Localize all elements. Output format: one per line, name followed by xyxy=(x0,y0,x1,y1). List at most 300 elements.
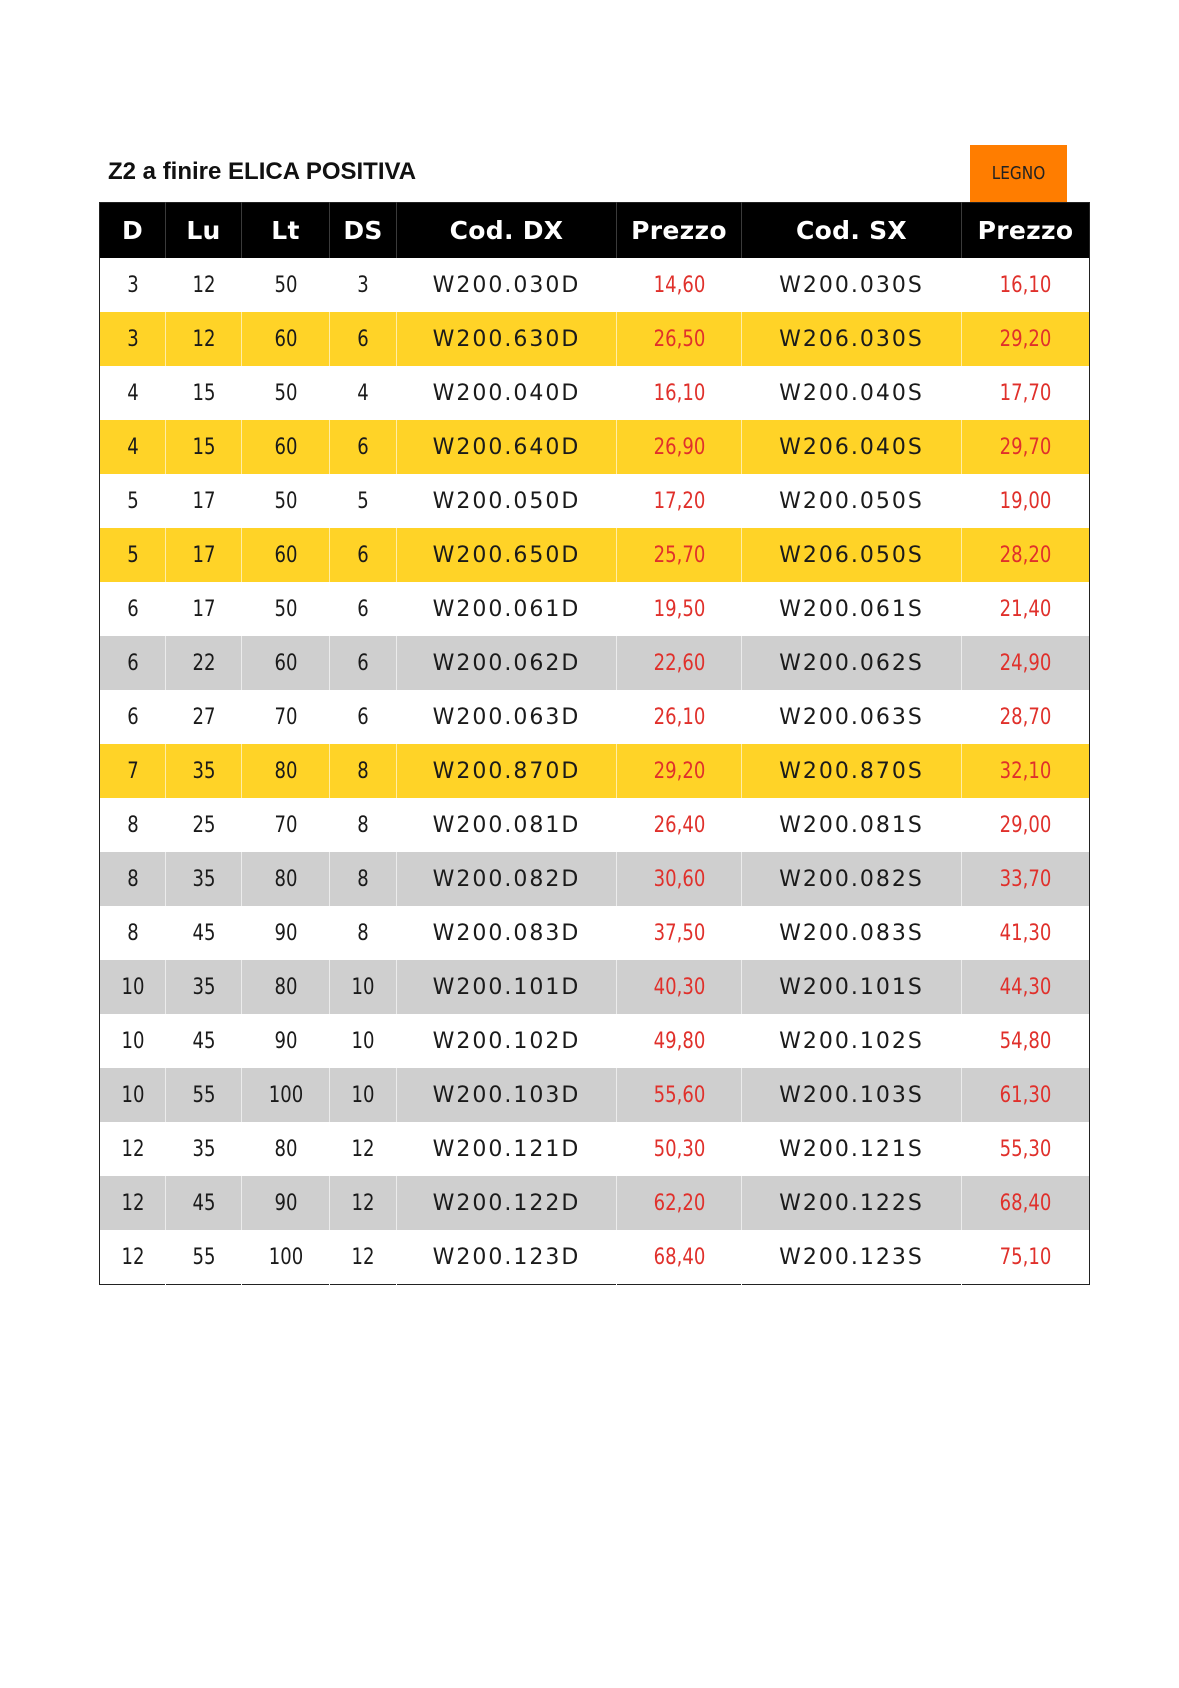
table-row xyxy=(100,420,1090,474)
cell-prezzo-dx xyxy=(617,1230,742,1285)
cell-d xyxy=(100,1176,166,1230)
cell-lt xyxy=(242,1122,330,1176)
cell-lt-text: 50 xyxy=(274,596,297,622)
cell-lt xyxy=(242,312,330,366)
cell-prezzo-dx xyxy=(617,798,742,852)
cell-cod-dx xyxy=(397,852,617,906)
cell-cod-sx xyxy=(742,1068,962,1122)
column-header-ds: DS xyxy=(330,203,397,259)
cell-ds xyxy=(330,366,397,420)
cell-prezzo-dx xyxy=(617,474,742,528)
cell-lt-text: 80 xyxy=(274,866,297,892)
cell-prezzo-sx xyxy=(962,798,1090,852)
cell-ds-text: 12 xyxy=(351,1190,375,1216)
cell-lt-text: 60 xyxy=(274,434,297,460)
cell-lt-text: 50 xyxy=(274,380,297,406)
cell-d-text: 6 xyxy=(126,650,139,676)
cell-prezzo-sx xyxy=(962,366,1090,420)
table-row xyxy=(100,366,1090,420)
cell-lu xyxy=(166,474,242,528)
cell-lt xyxy=(242,366,330,420)
cell-lt xyxy=(242,474,330,528)
cell-cod-dx-text: W200.030D xyxy=(432,272,581,298)
cell-lu xyxy=(166,852,242,906)
cell-ds xyxy=(330,852,397,906)
cell-ds-text: 8 xyxy=(357,866,369,892)
cell-lu xyxy=(166,798,242,852)
cell-d-text: 8 xyxy=(126,866,139,892)
cell-d-text: 10 xyxy=(121,1028,144,1054)
table-row xyxy=(100,528,1090,582)
cell-cod-dx-text: W200.050D xyxy=(432,488,581,514)
cell-lu xyxy=(166,582,242,636)
cell-cod-sx-text: W206.030S xyxy=(779,326,924,352)
cell-d-text: 12 xyxy=(121,1190,144,1216)
cell-cod-sx-text: W200.082S xyxy=(779,866,924,892)
table-header-row xyxy=(100,203,1090,259)
cell-cod-sx-text: W200.081S xyxy=(779,812,924,838)
column-header-d: D xyxy=(100,203,166,259)
cell-cod-sx-text: W200.101S xyxy=(779,974,924,1000)
cell-prezzo-sx-text: 21,40 xyxy=(999,596,1052,622)
cell-d xyxy=(100,906,166,960)
cell-cod-dx xyxy=(397,1014,617,1068)
cell-d xyxy=(100,582,166,636)
cell-d-text: 8 xyxy=(126,920,139,946)
table-row xyxy=(100,636,1090,690)
cell-prezzo-sx-text: 29,20 xyxy=(999,326,1052,352)
cell-lu-text: 17 xyxy=(192,488,215,514)
cell-d xyxy=(100,960,166,1014)
cell-ds xyxy=(330,960,397,1014)
cell-lt xyxy=(242,258,330,312)
cell-lu-text: 35 xyxy=(192,974,215,1000)
cell-cod-dx xyxy=(397,1230,617,1285)
cell-cod-sx-text: W200.123S xyxy=(779,1244,924,1270)
cell-prezzo-dx-text: 50,30 xyxy=(653,1136,705,1162)
cell-prezzo-sx-text: 44,30 xyxy=(999,974,1052,1000)
cell-lu xyxy=(166,744,242,798)
cell-cod-dx xyxy=(397,960,617,1014)
cell-lu xyxy=(166,258,242,312)
cell-ds xyxy=(330,1176,397,1230)
cell-lu-text: 45 xyxy=(192,1190,215,1216)
cell-prezzo-sx xyxy=(962,474,1090,528)
cell-prezzo-dx xyxy=(617,420,742,474)
cell-prezzo-sx xyxy=(962,420,1090,474)
cell-prezzo-dx-text: 62,20 xyxy=(653,1190,705,1216)
cell-cod-sx xyxy=(742,1230,962,1285)
cell-lt xyxy=(242,420,330,474)
cell-ds xyxy=(330,582,397,636)
cell-prezzo-sx-text: 55,30 xyxy=(999,1136,1052,1162)
cell-d-text: 12 xyxy=(121,1136,144,1162)
cell-d-text: 3 xyxy=(126,272,139,298)
cell-lu-text: 17 xyxy=(192,542,215,568)
table-row xyxy=(100,1014,1090,1068)
cell-ds xyxy=(330,636,397,690)
cell-cod-dx-text: W200.040D xyxy=(432,380,581,406)
cell-cod-sx xyxy=(742,960,962,1014)
cell-prezzo-sx xyxy=(962,1230,1090,1285)
cell-cod-dx xyxy=(397,528,617,582)
cell-ds xyxy=(330,312,397,366)
cell-prezzo-sx-text: 29,00 xyxy=(999,812,1052,838)
cell-cod-sx xyxy=(742,1176,962,1230)
cell-cod-dx xyxy=(397,636,617,690)
cell-prezzo-sx-text: 16,10 xyxy=(999,272,1052,298)
cell-d xyxy=(100,744,166,798)
cell-prezzo-dx-text: 25,70 xyxy=(653,542,705,568)
cell-ds xyxy=(330,1230,397,1285)
cell-lt-text: 70 xyxy=(274,704,297,730)
column-header-lt: Lt xyxy=(242,203,330,259)
cell-cod-dx xyxy=(397,1122,617,1176)
cell-prezzo-dx xyxy=(617,1176,742,1230)
cell-d-text: 4 xyxy=(126,380,139,406)
cell-d xyxy=(100,798,166,852)
cell-cod-dx xyxy=(397,1068,617,1122)
cell-cod-dx xyxy=(397,420,617,474)
cell-prezzo-dx xyxy=(617,636,742,690)
cell-prezzo-sx xyxy=(962,258,1090,312)
cell-prezzo-dx xyxy=(617,1014,742,1068)
cell-d-text: 5 xyxy=(126,488,139,514)
cell-cod-dx xyxy=(397,474,617,528)
table-row xyxy=(100,582,1090,636)
cell-cod-sx-text: W200.122S xyxy=(779,1190,924,1216)
cell-prezzo-dx xyxy=(617,1122,742,1176)
cell-d xyxy=(100,474,166,528)
cell-lu-text: 17 xyxy=(192,596,215,622)
cell-d-text: 6 xyxy=(126,596,139,622)
cell-lu xyxy=(166,960,242,1014)
table-row xyxy=(100,1230,1090,1285)
cell-lu xyxy=(166,312,242,366)
cell-cod-sx-text: W200.063S xyxy=(779,704,924,730)
cell-cod-dx-text: W200.630D xyxy=(432,326,581,352)
cell-cod-dx-text: W200.121D xyxy=(432,1136,581,1162)
cell-ds-text: 8 xyxy=(357,812,369,838)
cell-d-text: 5 xyxy=(126,542,139,568)
cell-prezzo-sx xyxy=(962,906,1090,960)
cell-lu xyxy=(166,1176,242,1230)
cell-ds xyxy=(330,1068,397,1122)
cell-lt xyxy=(242,1176,330,1230)
cell-d xyxy=(100,1068,166,1122)
cell-cod-dx xyxy=(397,798,617,852)
cell-prezzo-dx-text: 26,50 xyxy=(653,326,705,352)
cell-d-text: 12 xyxy=(121,1244,144,1270)
cell-lu-text: 22 xyxy=(192,650,215,676)
cell-cod-sx xyxy=(742,528,962,582)
cell-cod-sx xyxy=(742,636,962,690)
cell-prezzo-sx xyxy=(962,690,1090,744)
cell-prezzo-sx-text: 68,40 xyxy=(999,1190,1052,1216)
cell-d xyxy=(100,528,166,582)
cell-cod-sx-text: W200.040S xyxy=(779,380,924,406)
cell-lu-text: 15 xyxy=(192,380,215,406)
cell-lt xyxy=(242,690,330,744)
cell-prezzo-sx xyxy=(962,1176,1090,1230)
cell-d-text: 7 xyxy=(126,758,139,784)
cell-cod-sx xyxy=(742,258,962,312)
cell-cod-sx xyxy=(742,1122,962,1176)
cell-cod-sx-text: W200.062S xyxy=(779,650,924,676)
cell-cod-dx xyxy=(397,258,617,312)
table-row xyxy=(100,258,1090,312)
cell-lt xyxy=(242,906,330,960)
cell-d-text: 6 xyxy=(126,704,139,730)
cell-prezzo-dx-text: 49,80 xyxy=(653,1028,705,1054)
cell-prezzo-dx-text: 26,90 xyxy=(653,434,705,460)
cell-ds xyxy=(330,258,397,312)
cell-lu-text: 12 xyxy=(192,272,215,298)
cell-ds xyxy=(330,744,397,798)
cell-cod-sx-text: W200.870S xyxy=(779,758,924,784)
cell-prezzo-dx xyxy=(617,312,742,366)
cell-prezzo-sx-text: 19,00 xyxy=(999,488,1052,514)
cell-d xyxy=(100,1230,166,1285)
cell-d-text: 3 xyxy=(126,326,139,352)
cell-lu xyxy=(166,528,242,582)
cell-lt-text: 50 xyxy=(274,488,297,514)
cell-cod-dx-text: W200.640D xyxy=(432,434,581,460)
page-title: Z2 a finire ELICA POSITIVA xyxy=(108,158,417,185)
cell-cod-sx-text: W200.083S xyxy=(779,920,924,946)
cell-ds-text: 4 xyxy=(357,380,369,406)
cell-prezzo-sx-text: 32,10 xyxy=(999,758,1052,784)
cell-cod-dx-text: W200.870D xyxy=(432,758,581,784)
cell-prezzo-sx xyxy=(962,312,1090,366)
cell-cod-dx xyxy=(397,312,617,366)
cell-ds-text: 6 xyxy=(357,596,369,622)
cell-cod-dx-text: W200.082D xyxy=(432,866,581,892)
cell-cod-dx xyxy=(397,744,617,798)
cell-ds xyxy=(330,1014,397,1068)
cell-prezzo-dx-text: 37,50 xyxy=(653,920,705,946)
cell-prezzo-sx-text: 28,70 xyxy=(999,704,1052,730)
cell-lt-text: 100 xyxy=(268,1082,303,1108)
cell-lu xyxy=(166,636,242,690)
cell-lu xyxy=(166,1122,242,1176)
cell-lt xyxy=(242,582,330,636)
cell-lt xyxy=(242,1230,330,1285)
table-row xyxy=(100,474,1090,528)
cell-cod-sx-text: W200.030S xyxy=(779,272,924,298)
cell-lt-text: 80 xyxy=(274,758,297,784)
cell-cod-dx-text: W200.062D xyxy=(432,650,581,676)
column-header-cod-dx: Cod. DX xyxy=(397,203,617,259)
cell-prezzo-sx-text: 17,70 xyxy=(999,380,1052,406)
cell-d xyxy=(100,636,166,690)
cell-cod-dx-text: W200.123D xyxy=(432,1244,581,1270)
cell-prezzo-sx-text: 33,70 xyxy=(999,866,1052,892)
cell-ds-text: 12 xyxy=(351,1136,375,1162)
cell-lt xyxy=(242,798,330,852)
cell-d xyxy=(100,258,166,312)
cell-cod-sx-text: W200.102S xyxy=(779,1028,924,1054)
cell-prezzo-dx-text: 29,20 xyxy=(653,758,705,784)
cell-ds xyxy=(330,420,397,474)
cell-ds xyxy=(330,798,397,852)
cell-prezzo-dx xyxy=(617,852,742,906)
cell-prezzo-sx-text: 24,90 xyxy=(999,650,1052,676)
cell-d xyxy=(100,1122,166,1176)
cell-prezzo-dx-text: 40,30 xyxy=(653,974,705,1000)
cell-lu-text: 35 xyxy=(192,1136,215,1162)
cell-lt-text: 90 xyxy=(274,1190,297,1216)
table-row xyxy=(100,1176,1090,1230)
table-row xyxy=(100,312,1090,366)
cell-lt xyxy=(242,1014,330,1068)
table-body xyxy=(100,258,1090,1285)
cell-lu-text: 35 xyxy=(192,866,215,892)
cell-ds-text: 3 xyxy=(357,272,369,298)
table-row xyxy=(100,852,1090,906)
cell-prezzo-dx-text: 68,40 xyxy=(653,1244,705,1270)
price-table xyxy=(99,202,1090,1285)
cell-d xyxy=(100,366,166,420)
cell-lu-text: 12 xyxy=(192,326,215,352)
cell-cod-sx-text: W200.061S xyxy=(779,596,924,622)
cell-ds-text: 6 xyxy=(357,650,369,676)
cell-cod-sx xyxy=(742,366,962,420)
cell-lt-text: 80 xyxy=(274,974,297,1000)
cell-prezzo-sx-text: 41,30 xyxy=(999,920,1052,946)
cell-cod-dx-text: W200.101D xyxy=(432,974,581,1000)
cell-cod-sx xyxy=(742,744,962,798)
cell-lu xyxy=(166,366,242,420)
cell-lu-text: 55 xyxy=(192,1244,215,1270)
cell-lt-text: 60 xyxy=(274,650,297,676)
cell-cod-dx xyxy=(397,366,617,420)
table-row xyxy=(100,960,1090,1014)
cell-prezzo-dx xyxy=(617,690,742,744)
cell-lu xyxy=(166,1230,242,1285)
cell-lt-text: 70 xyxy=(274,812,297,838)
cell-lu xyxy=(166,1014,242,1068)
cell-lu-text: 55 xyxy=(192,1082,215,1108)
cell-lt xyxy=(242,528,330,582)
cell-cod-sx-text: W200.121S xyxy=(779,1136,924,1162)
cell-prezzo-sx xyxy=(962,1122,1090,1176)
cell-prezzo-dx xyxy=(617,528,742,582)
cell-cod-sx xyxy=(742,582,962,636)
cell-lu xyxy=(166,690,242,744)
cell-cod-sx-text: W200.050S xyxy=(779,488,924,514)
cell-prezzo-sx xyxy=(962,960,1090,1014)
cell-lt xyxy=(242,960,330,1014)
cell-cod-sx xyxy=(742,906,962,960)
cell-lu xyxy=(166,906,242,960)
cell-d xyxy=(100,690,166,744)
cell-lt xyxy=(242,852,330,906)
cell-prezzo-sx-text: 54,80 xyxy=(999,1028,1052,1054)
table-row xyxy=(100,1122,1090,1176)
cell-lt-text: 90 xyxy=(274,920,297,946)
cell-prezzo-dx xyxy=(617,960,742,1014)
cell-prezzo-dx xyxy=(617,906,742,960)
cell-prezzo-sx xyxy=(962,582,1090,636)
cell-prezzo-dx-text: 17,20 xyxy=(653,488,705,514)
cell-lu-text: 15 xyxy=(192,434,215,460)
cell-cod-sx xyxy=(742,798,962,852)
cell-prezzo-sx xyxy=(962,852,1090,906)
cell-lu xyxy=(166,420,242,474)
cell-ds-text: 5 xyxy=(357,488,369,514)
table-row xyxy=(100,798,1090,852)
cell-cod-sx xyxy=(742,420,962,474)
cell-cod-sx xyxy=(742,1014,962,1068)
cell-prezzo-sx xyxy=(962,744,1090,798)
cell-ds xyxy=(330,1122,397,1176)
cell-ds xyxy=(330,906,397,960)
cell-prezzo-dx-text: 16,10 xyxy=(653,380,705,406)
cell-prezzo-dx xyxy=(617,258,742,312)
column-header-lu: Lu xyxy=(166,203,242,259)
cell-lt-text: 60 xyxy=(274,326,297,352)
cell-prezzo-dx-text: 26,40 xyxy=(653,812,705,838)
cell-prezzo-dx-text: 19,50 xyxy=(653,596,705,622)
cell-ds-text: 8 xyxy=(357,920,369,946)
column-header-prezzo-sx: Prezzo xyxy=(962,203,1090,259)
cell-prezzo-sx xyxy=(962,528,1090,582)
cell-prezzo-sx xyxy=(962,636,1090,690)
cell-prezzo-sx-text: 29,70 xyxy=(999,434,1052,460)
cell-lt-text: 60 xyxy=(274,542,297,568)
cell-cod-sx xyxy=(742,690,962,744)
cell-ds xyxy=(330,474,397,528)
column-header-cod-sx: Cod. SX xyxy=(742,203,962,259)
cell-cod-sx-text: W206.050S xyxy=(779,542,924,568)
cell-prezzo-sx-text: 28,20 xyxy=(999,542,1052,568)
cell-d-text: 10 xyxy=(121,974,144,1000)
cell-d-text: 4 xyxy=(126,434,139,460)
cell-prezzo-dx xyxy=(617,1068,742,1122)
cell-d xyxy=(100,852,166,906)
cell-cod-sx xyxy=(742,852,962,906)
cell-cod-dx-text: W200.650D xyxy=(432,542,581,568)
table-row xyxy=(100,690,1090,744)
cell-prezzo-sx xyxy=(962,1068,1090,1122)
cell-cod-dx xyxy=(397,690,617,744)
cell-prezzo-dx-text: 26,10 xyxy=(653,704,705,730)
category-badge-label: LEGNO xyxy=(991,163,1046,184)
cell-cod-dx-text: W200.122D xyxy=(432,1190,581,1216)
cell-ds-text: 6 xyxy=(357,704,369,730)
cell-ds-text: 6 xyxy=(357,434,369,460)
cell-d-text: 8 xyxy=(126,812,139,838)
cell-cod-sx xyxy=(742,312,962,366)
cell-lt-text: 50 xyxy=(274,272,297,298)
cell-lt-text: 90 xyxy=(274,1028,297,1054)
cell-cod-dx-text: W200.063D xyxy=(432,704,581,730)
cell-lu-text: 25 xyxy=(192,812,215,838)
cell-cod-dx xyxy=(397,582,617,636)
cell-prezzo-sx-text: 75,10 xyxy=(999,1244,1052,1270)
cell-lu xyxy=(166,1068,242,1122)
cell-d-text: 10 xyxy=(121,1082,144,1108)
cell-lt xyxy=(242,1068,330,1122)
cell-lu-text: 45 xyxy=(192,1028,215,1054)
cell-prezzo-dx-text: 30,60 xyxy=(653,866,705,892)
column-header-prezzo-dx: Prezzo xyxy=(617,203,742,259)
cell-lu-text: 45 xyxy=(192,920,215,946)
cell-lu-text: 35 xyxy=(192,758,215,784)
cell-d xyxy=(100,1014,166,1068)
cell-prezzo-dx xyxy=(617,366,742,420)
